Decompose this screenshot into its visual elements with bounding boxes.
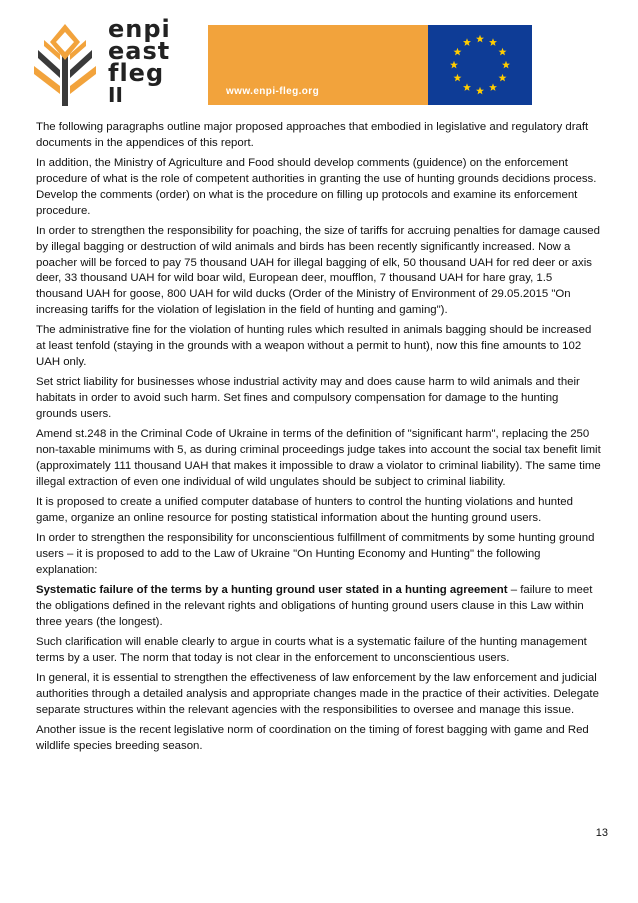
definition-text: – failure to meet the obligations defined in the relevant rights and obligations of hunting ground users clause in this Law within three years (the longest). bbox=[36, 584, 593, 628]
website-url: www.enpi-fleg.org bbox=[226, 86, 320, 97]
enpi-logo-text bbox=[108, 15, 188, 107]
logo-line: II bbox=[108, 83, 123, 107]
eu-flag-icon bbox=[428, 25, 532, 105]
logo-line: enpi bbox=[108, 15, 171, 43]
paragraph: In addition, the Ministry of Agriculture and Food should develop comments (guidence) on the enforcement procedure of what is the role of competent authorities in granting the use of hunting grounds decidions process. Develop the comments (order) on what is the procedure on filling up protocols and examine its enforcement procedure. bbox=[36, 157, 597, 217]
definition-paragraph bbox=[36, 583, 602, 630]
paragraph: Amend st.248 in the Criminal Code of Ukraine in terms of the definition of "significant harm", replacing the 250 non-taxable minimums with 5, as during criminal proceedings judge takes into account the social tax benefit limit (approximately 111 thousand UAH that makes it impossible to draw a violator to criminal liability). The same time illegal extraction of even one individual of wild ungulates should be subject to criminal liability. bbox=[36, 428, 601, 488]
paragraph: The administrative fine for the violation of hunting rules which resulted in animals bagging should be increased at least tenfold (staying in the grounds with a weapon without a permit to hunt), now this fine amounts to 102 UAH only. bbox=[36, 324, 592, 368]
logo-line: fleg bbox=[108, 59, 165, 87]
definition-term: Systematic failure of the terms by a hunting ground user stated in a hunting agreement bbox=[36, 584, 508, 597]
paragraph: In general, it is essential to strengthen the effectiveness of law enforcement by the law enforcement and judicial authorities through a detailed analysis and appropriate changes made in the practice of their activities. Delegate separate structures within the relevant agencies with the responsibilities to oversee and manage this issue. bbox=[36, 672, 599, 717]
paragraph: Set strict liability for businesses whose industrial activity may and does cause harm to wild animals and their habitats in order to avoid such harm. Set fines and compulsory compensation for damage to the hunting grounds users. bbox=[36, 376, 580, 420]
paragraph: It is proposed to create a unified computer database of hunters to control the hunting violations and hunted game, organize an online resource for posting statistical information about the hunting ground users. bbox=[36, 496, 573, 524]
document-body bbox=[36, 120, 602, 760]
paragraph: The following paragraphs outline major proposed approaches that embodied in legislative and regulatory draft documents in the appendices of this report. bbox=[36, 121, 589, 149]
page-header bbox=[0, 0, 638, 120]
paragraph: In order to strengthen the responsibility for poaching, the size of tariffs for accruing penalties for damage caused by illegal bagging or destruction of wild animals and birds has been recently significantly increased. Now a poacher will be forced to pay 75 thousand UAH for illegal bagging of elk, 50 thousand UAH for red deer or axis deer, 33 thousand UAH for wild boar wild, European deer, moufflon, 7 thousand UAH for hare gray, 1.5 thousand UAH for goose, 800 UAH for wild ducks (Order of the Ministry of Environment of 29.05.2015 "On increasing tariffs for the violation of legislation in the field of hunting and gaming"). bbox=[36, 224, 600, 316]
paragraph: Another issue is the recent legislative norm of coordination on the timing of forest bagging with game and Red wildlife species breeding season. bbox=[36, 724, 589, 753]
tree-logo-icon bbox=[30, 18, 100, 108]
logo-line: east bbox=[108, 37, 171, 65]
page-number: 13 bbox=[595, 827, 608, 839]
paragraph: Such clarification will enable clearly to argue in courts what is a systematic failure of the hunting management terms by a user. The norm that today is not clear in the enforcement to unconscientious users. bbox=[36, 636, 587, 665]
paragraph: In order to strengthen the responsibility for unconscientious fulfillment of commitments by some hunting ground users – it is proposed to add to the Law of Ukraine "On Hunting Economy and Hunting" the following explanation: bbox=[36, 532, 595, 576]
